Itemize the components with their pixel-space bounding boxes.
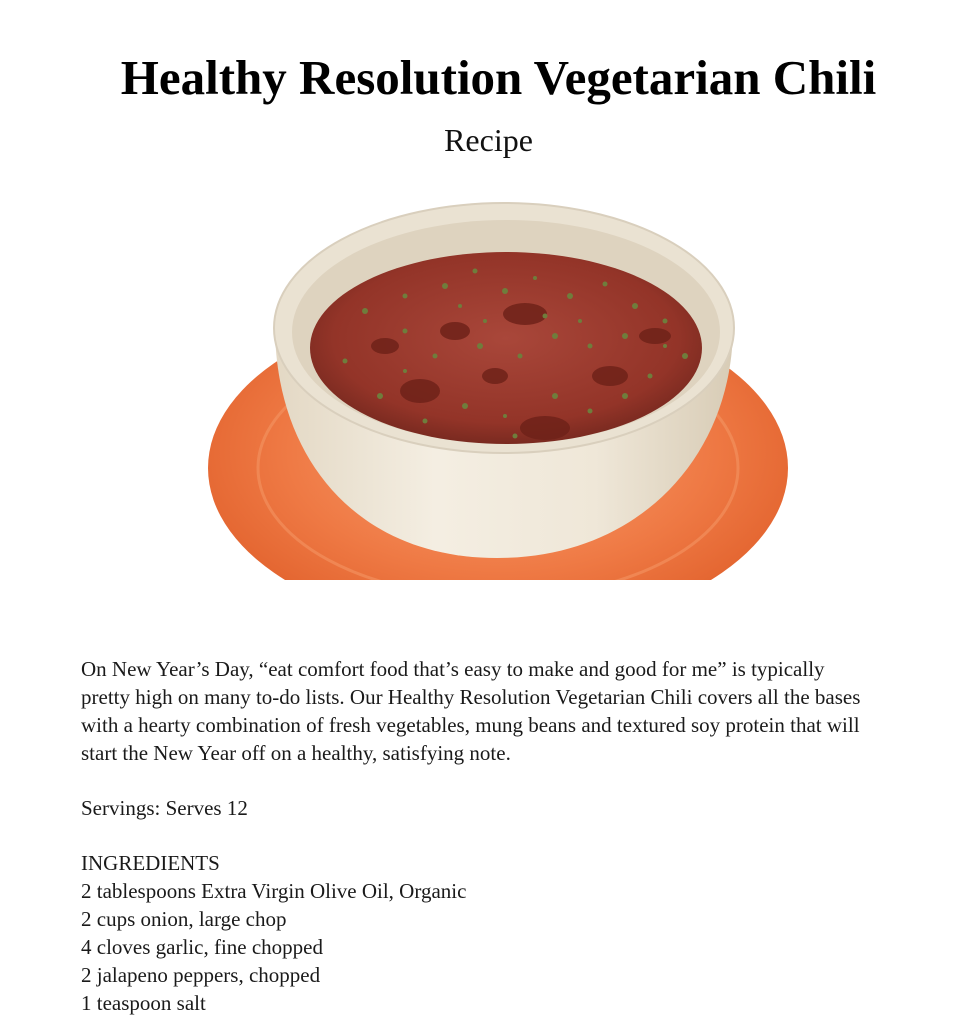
- ingredients-heading: INGREDIENTS: [81, 851, 220, 875]
- recipe-body: [81, 655, 871, 1017]
- chili-bowl-photo: [205, 196, 795, 580]
- servings: Servings: Serves 12: [81, 796, 248, 820]
- ingredient-item: 1 teaspoon salt: [81, 991, 206, 1015]
- ingredient-item: 4 cloves garlic, fine chopped: [81, 935, 323, 959]
- recipe-description: On New Year’s Day, “eat comfort food that’s easy to make and good for me” is typically pretty high on many to-do lists. Our Healthy Resolution Vegetarian Chili covers all the bases with a hearty combination of fresh vegetables, mung beans and textured soy protein that will start the New Year off on a healthy, satisfying note.: [81, 657, 861, 765]
- ingredient-item: 2 tablespoons Extra Virgin Olive Oil, Organic: [81, 879, 467, 903]
- ingredient-item: 2 jalapeno peppers, chopped: [81, 963, 321, 987]
- page-subtitle: Recipe: [444, 122, 533, 158]
- ingredients-list: [81, 877, 871, 1017]
- ingredient-item: 2 cups onion, large chop: [81, 907, 287, 931]
- page-title: Healthy Resolution Vegetarian Chili: [120, 50, 877, 105]
